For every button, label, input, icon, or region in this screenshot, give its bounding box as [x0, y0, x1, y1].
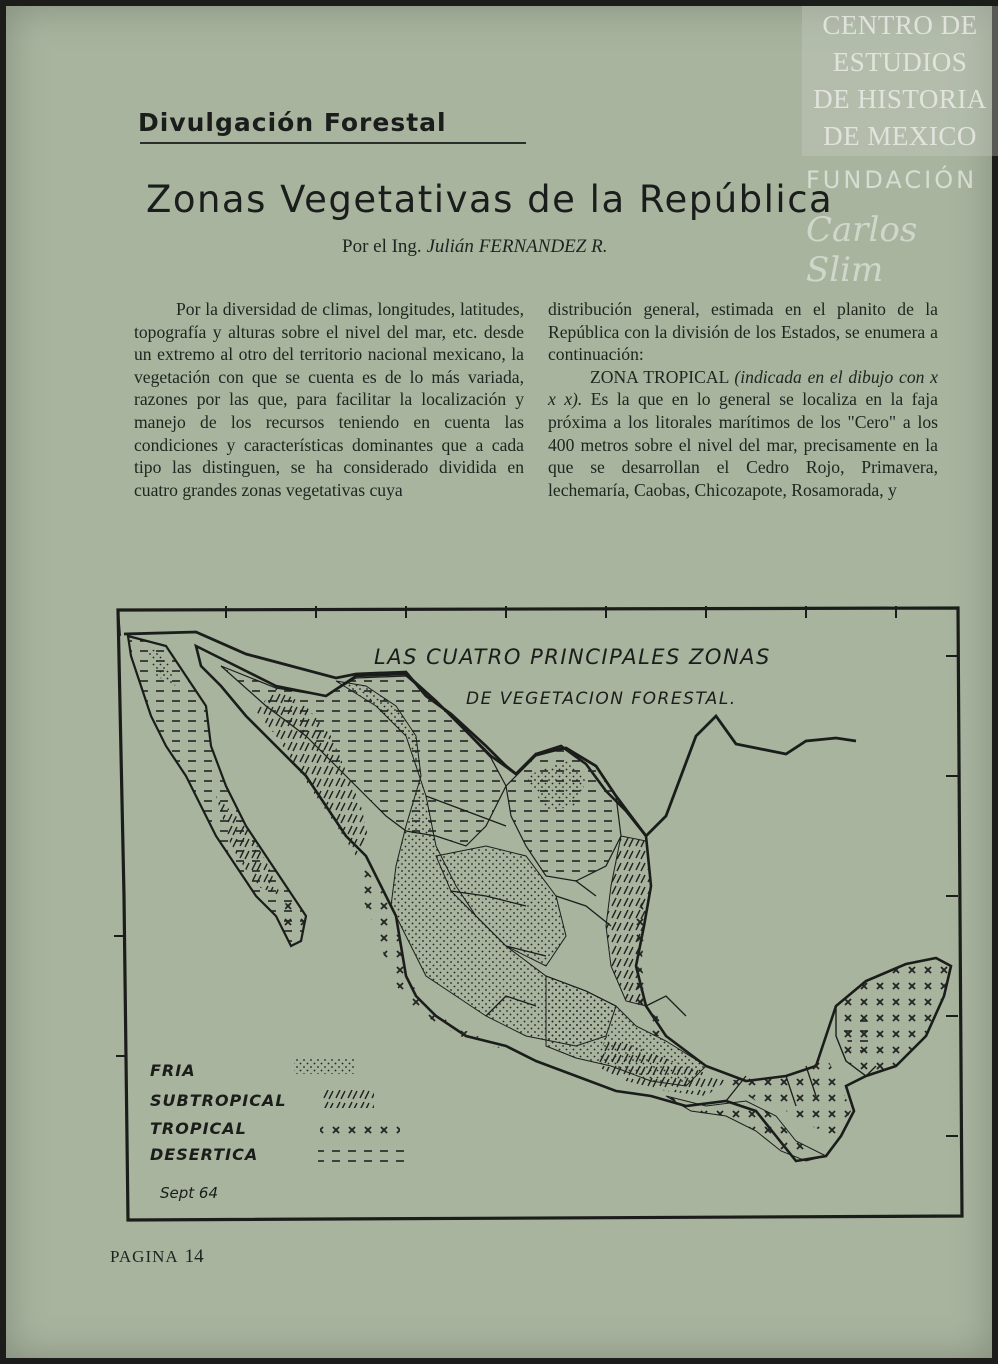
byline-last-name: FERNANDEZ R. — [478, 236, 608, 257]
article-column-right — [548, 298, 938, 501]
byline-first-name: Julián — [426, 236, 474, 257]
byline — [342, 236, 607, 258]
section-underline — [140, 142, 526, 144]
zone-text: Es la que en lo general se localiza en la faja próxima a los litorales marítimos de los "Cero" a los 400 metros sobre el nivel del mar, precisamente en la que se desarrollan el Cedro Rojo, Primavera, lechemaría, Caobas, Chicozapote, Rosamorada, y — [548, 389, 938, 500]
legend-label-fria: FRIA — [150, 1061, 196, 1080]
vegetation-map — [106, 596, 964, 1226]
page-number: 14 — [184, 1246, 204, 1267]
legend-swatch-tropical — [320, 1120, 400, 1138]
watermark-line: DE HISTORIA — [813, 84, 987, 114]
section-heading: Divulgación Forestal — [138, 108, 447, 137]
map-svg — [106, 596, 964, 1226]
watermark-signature: Carlos Slim — [806, 210, 918, 290]
legend-label-tropical: TROPICAL — [150, 1119, 247, 1138]
zone-note: (indicada en el dibujo con x x x). — [548, 366, 938, 410]
legend-swatch-subtropical — [322, 1090, 374, 1108]
archive-watermark — [802, 6, 998, 156]
legend-label-subtropical: SUBTROPICAL — [150, 1091, 287, 1110]
page-footer — [110, 1246, 204, 1268]
watermark-line: DE MEXICO — [823, 121, 977, 151]
zone-heading: ZONA TROPICAL — [590, 366, 729, 387]
legend-swatch-fria — [294, 1058, 354, 1074]
paragraph: distribución general, estimada en el planito de la República con la división de los Estados, se enumera a continuación: — [548, 299, 938, 365]
watermark-line: ESTUDIOS — [832, 47, 968, 77]
map-title-line2: DE VEGETACION FORESTAL. — [466, 689, 737, 709]
legend-label-desertica: DESERTICA — [150, 1145, 259, 1164]
article-column-left — [134, 298, 524, 501]
legend-swatch-desertica — [318, 1144, 408, 1164]
byline-prefix: Por el Ing. — [342, 236, 422, 257]
magazine-page — [6, 6, 992, 1358]
watermark-foundation: FUNDACIÓN — [806, 166, 978, 194]
paragraph: Por la diversidad de climas, longitudes, latitudes, topografía y alturas sobre el nivel del mar, etc. desde un extremo al otro del territorio nacional mexicano, la vegetación con que se cuenta es de lo más variada, razones por las que, para facilitar la localización y manejo de los recursos teniendo en cuenta las condiciones y características dominantes que a cada tipo las distinguen, se ha considerado dividida en cuatro grandes zonas vegetativas cuya — [134, 299, 524, 500]
article-title: Zonas Vegetativas de la República — [146, 178, 834, 221]
map-signature: Sept 64 — [160, 1184, 219, 1202]
paragraph-zona-tropical — [548, 366, 938, 502]
map-legend — [150, 1058, 408, 1202]
mainland-mexico — [196, 646, 951, 1161]
map-title-line1: LAS CUATRO PRINCIPALES ZONAS — [374, 645, 771, 669]
footer-label: PAGINA — [110, 1247, 179, 1266]
watermark-line: CENTRO DE — [822, 10, 978, 40]
